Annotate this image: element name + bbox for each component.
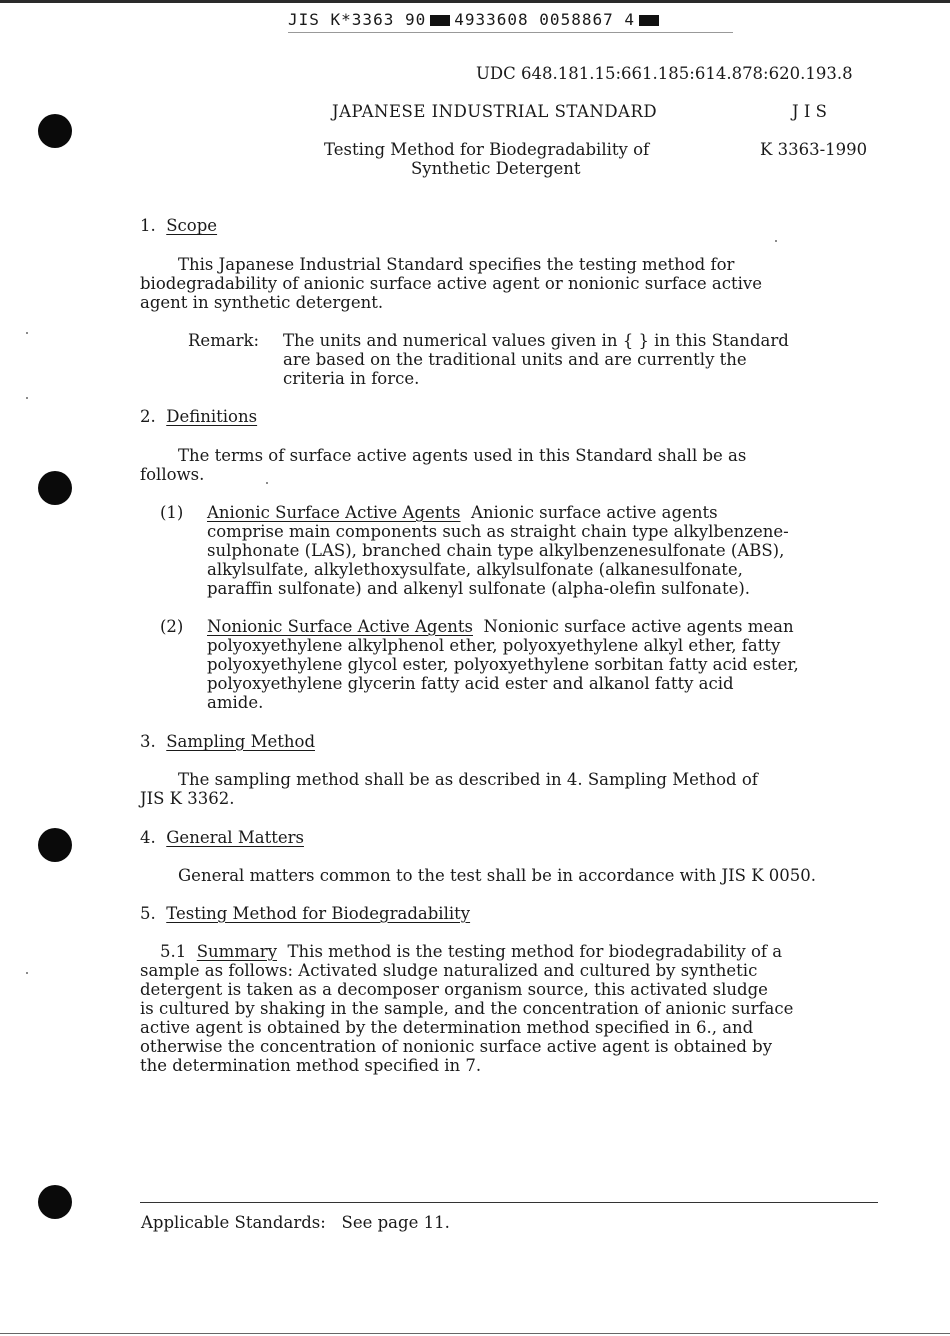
punch-hole-4 xyxy=(38,1185,72,1219)
text-line: follows. xyxy=(140,465,205,484)
definition-2-lead: Nonionic surface active agents mean xyxy=(483,617,794,636)
section-4-number: 4. xyxy=(140,828,156,847)
udc-code: UDC 648.181.15:661.185:614.878:620.193.8 xyxy=(476,64,853,83)
definition-1-lead: Anionic surface active agents xyxy=(471,503,718,522)
scan-speck xyxy=(26,397,28,399)
standard-number: K 3363-1990 xyxy=(760,140,868,159)
remark-text xyxy=(283,331,789,388)
section-5-heading xyxy=(140,904,470,923)
text-line: This Japanese Industrial Standard specifies the testing method for xyxy=(178,255,735,274)
text-line xyxy=(207,617,799,636)
section-3-paragraph xyxy=(140,770,758,808)
subsection-5-1 xyxy=(140,942,793,1075)
footer-value: See page 11. xyxy=(341,1213,450,1232)
text-line: criteria in force. xyxy=(283,369,420,388)
text-line: sample as follows: Activated sludge naturalized and cultured by synthetic xyxy=(140,961,758,980)
text-line: otherwise the concentration of nonionic surface active agent is obtained by xyxy=(140,1037,773,1056)
definition-2-number: (2) xyxy=(160,617,184,636)
text-line: amide. xyxy=(207,693,264,712)
scan-header-code xyxy=(288,10,663,29)
text-line: is cultured by shaking in the sample, and the concentration of anionic surface xyxy=(140,999,794,1018)
text-line: polyoxyethylene alkylphenol ether, polyoxyethylene alkyl ether, fatty xyxy=(207,636,781,655)
section-3-heading xyxy=(140,732,315,751)
document-title-line1: Testing Method for Biodegradability of xyxy=(324,140,650,159)
standard-label: JAPANESE INDUSTRIAL STANDARD xyxy=(332,102,658,121)
text-line: are based on the traditional units and are currently the xyxy=(283,350,747,369)
section-3-number: 3. xyxy=(140,732,156,751)
text-line: comprise main components such as straight chain type alkylbenzene- xyxy=(207,522,789,541)
punch-hole-3 xyxy=(38,828,72,862)
remark-label: Remark: xyxy=(188,331,260,350)
text-line: alkylsulfate, alkylethoxysulfate, alkylsulfonate (alkanesulfonate, xyxy=(207,560,743,579)
scan-black-block-2 xyxy=(639,15,659,26)
section-4-title: General Matters xyxy=(166,828,304,847)
subsection-5-1-number: 5.1 xyxy=(160,942,187,961)
scan-speck xyxy=(775,240,777,242)
section-4-paragraph: General matters common to the test shall be in accordance with JIS K 0050. xyxy=(178,866,817,885)
text-line: biodegradability of anionic surface active agent or nonionic surface active xyxy=(140,274,762,293)
footer-applicable-standards xyxy=(141,1213,450,1232)
footer-rule xyxy=(140,1202,878,1203)
jis-label: J I S xyxy=(792,102,827,121)
scan-speck xyxy=(26,332,28,334)
section-2-heading xyxy=(140,407,257,426)
punch-hole-2 xyxy=(38,471,72,505)
section-2-title: Definitions xyxy=(166,407,258,426)
definition-1-term: Anionic Surface Active Agents xyxy=(207,503,461,522)
text-line: The terms of surface active agents used in this Standard shall be as xyxy=(178,446,747,465)
text-line: active agent is obtained by the determination method specified in 6., and xyxy=(140,1018,754,1037)
text-line xyxy=(140,942,793,961)
text-line: polyoxyethylene glycol ester, polyoxyethylene sorbitan fatty acid ester, xyxy=(207,655,799,674)
subsection-5-1-lead: This method is the testing method for biodegradability of a xyxy=(287,942,783,961)
punch-hole-1 xyxy=(38,114,72,148)
footer-label: Applicable Standards: xyxy=(141,1213,326,1232)
scan-header-rule xyxy=(288,32,733,33)
section-1-title: Scope xyxy=(166,216,218,235)
section-4-heading xyxy=(140,828,304,847)
definition-1-body xyxy=(207,503,789,598)
text-line: paraffin sulfonate) and alkenyl sulfonate (alpha-olefin sulfonate). xyxy=(207,579,751,598)
text-line: the determination method specified in 7. xyxy=(140,1056,482,1075)
text-line: agent in synthetic detergent. xyxy=(140,293,384,312)
scan-top-edge xyxy=(0,0,950,3)
text-line xyxy=(207,503,789,522)
scan-speck xyxy=(26,972,28,974)
text-line: sulphonate (LAS), branched chain type alkylbenzenesulfonate (ABS), xyxy=(207,541,785,560)
section-2-paragraph xyxy=(140,446,746,484)
section-2-number: 2. xyxy=(140,407,156,426)
section-3-title: Sampling Method xyxy=(166,732,315,751)
scan-black-block-1 xyxy=(430,15,450,26)
section-5-number: 5. xyxy=(140,904,156,923)
text-line: JIS K 3362. xyxy=(140,789,235,808)
scan-bottom-edge xyxy=(0,1333,950,1334)
subsection-5-1-title: Summary xyxy=(196,942,278,961)
definition-2-body xyxy=(207,617,799,712)
text-line: The sampling method shall be as described in 4. Sampling Method of xyxy=(178,770,758,789)
section-1-number: 1. xyxy=(140,216,156,235)
section-1-paragraph xyxy=(140,255,762,312)
scan-code-part1: JIS K*3363 90 xyxy=(288,10,427,29)
text-line: The units and numerical values given in { } in this Standard xyxy=(283,331,789,350)
scan-code-part2: 4933608 0058867 4 xyxy=(454,10,635,29)
document-title-line2: Synthetic Detergent xyxy=(411,159,581,178)
definition-2-term: Nonionic Surface Active Agents xyxy=(207,617,473,636)
section-5-title: Testing Method for Biodegradability xyxy=(166,904,471,923)
text-line: detergent is taken as a decomposer organism source, this activated sludge xyxy=(140,980,768,999)
text-line: polyoxyethylene glycerin fatty acid ester and alkanol fatty acid xyxy=(207,674,734,693)
section-1-heading xyxy=(140,216,217,235)
definition-1-number: (1) xyxy=(160,503,184,522)
